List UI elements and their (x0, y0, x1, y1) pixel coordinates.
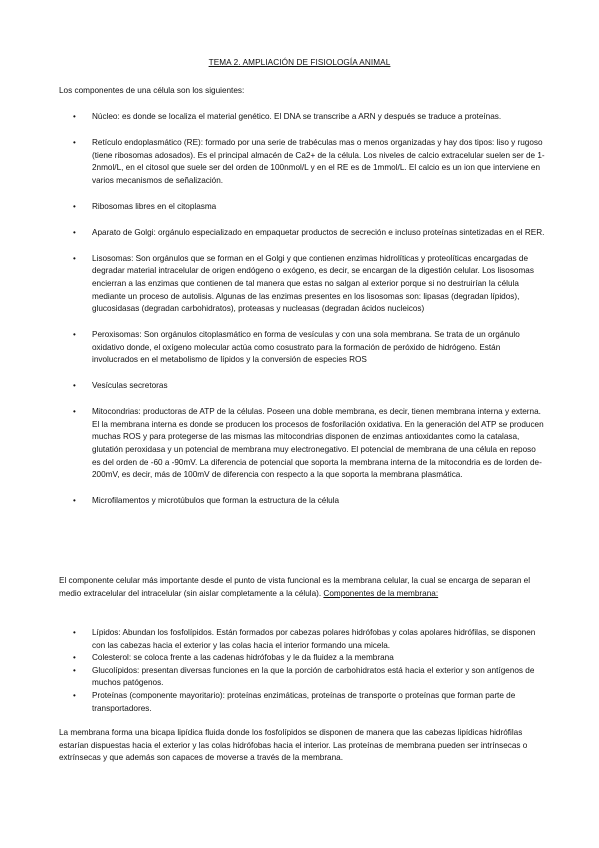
bullet-icon: • (73, 653, 76, 663)
list-item (59, 495, 545, 508)
list-item-text: Proteínas (componente mayoritario): proteínas enzimáticas, proteínas de transporte o proteínas que forman parte de transportadores. (92, 690, 516, 713)
bullet-icon: • (73, 227, 76, 237)
bullet-icon: • (73, 628, 76, 637)
bullet-icon: • (73, 253, 76, 263)
list-item-text: Lípidos: Abundan los fosfolípidos. Están formados por cabezas polares hidrófobas y colas apolares hidrófilas, se disponen con las cabezas hacia el exterior y las colas hacia el interior formando una micela. (92, 628, 536, 650)
list-item (59, 380, 545, 393)
list-item-text: Vesículas secretoras (92, 381, 168, 391)
list-item (59, 690, 545, 715)
list-item-text: Núcleo: es donde se localiza el material genético. El DNA se transcribe a ARN y después se traduce a proteínas. (92, 112, 502, 121)
bullet-icon: • (73, 112, 76, 121)
list-item-text: Colesterol: se coloca frente a las cadenas hidrófobas y le da fluidez a la membrana (92, 653, 394, 663)
intro-text: Los componentes de una célula son los siguientes: (59, 86, 245, 95)
membrane-components-list (59, 627, 545, 715)
list-item (59, 406, 545, 482)
bullet-icon: • (73, 330, 76, 340)
list-item (59, 627, 545, 652)
list-item-text: Mitocondrias: productoras de ATP de la células. Poseen una doble membrana, es decir, tienen membrana interna y externa. El la membrana interna es donde se producen los procesos de fosforilación oxidativa. En la generación del ATP se producen muchas ROS y para protegerse de las mismas las mitocondrias disponen de enzimas antioxidantes como la catalasa, glutatión peroxidasa y un potencial de membrana muy electronegativo. El potencial de membrana de una célula en reposo es del orden de -60 a -90mV. La diferencia de potencial que soporta la membrana interna de la mitocondria es de lorden de-200mV, es decir, más de 100mV de diferencia con respecto a la que soporta la membrana plasmática. (92, 407, 544, 480)
bullet-icon: • (73, 496, 76, 506)
list-item (59, 665, 545, 690)
list-item-text: Ribosomas libres en el citoplasma (92, 201, 217, 211)
bullet-icon: • (73, 137, 76, 147)
membrane-heading: Componentes de la membrana: (323, 588, 439, 598)
list-item (59, 227, 545, 240)
list-item (59, 652, 545, 665)
bullet-icon: • (73, 690, 76, 700)
closing-paragraph: La membrana forma una bicapa lipídica fluida donde los fosfolípidos se disponen de manera que las cabezas lipídicas hidrófilas estarían dispuestas hacia el exterior y las colas hidrófobas hacia el interior. Las proteínas de membrana pueden ser intrínsecas o extrínsecas y que además son capaces de moverse a través de la membrana. (59, 728, 528, 763)
list-item-text: Microfilamentos y microtúbulos que forman la estructura de la célula (92, 496, 340, 506)
list-item (59, 253, 545, 316)
list-item-text: Aparato de Golgi: orgánulo especializado en empaquetar productos de secreción e incluso proteínas sintetizadas en el RER. (92, 227, 545, 237)
list-item-text: Retículo endoplasmático (RE): formado por una serie de trabéculas mas o menos organizadas y hay dos tipos: liso y rugoso (tiene ribosomas adosados). Es el principal almacén de Ca2+ de la célula. Los niveles de calcio extracelular suelen ser de 1-2nmol/L, en el citosol que suele ser del orden de 100nmol/L y en el RE es de 1mmol/L. El calcio es un ion que interviene en varios mecanismos de señalización. (92, 137, 545, 185)
list-item-text: Lisosomas: Son orgánulos que se forman en el Golgi y que contienen enzimas hidrolíticas y proteolíticas encargadas de degradar material intracelular de origen endógeno o exógeno, es decir, se encargan de la digestión celular. Los lisosomas encierran a las enzimas que contienen de tal manera que estas no salgan al exterior porque si no destruirían la célula mediante un proceso de autolisis. Algunas de las enzimas presentes en los lisosomas son: lipasas (degradan lípidos), glucosidasas (degradan carbohidratos), proteasas y nucleasas (degradan ácidos nucleicos) (92, 253, 534, 314)
list-item (59, 111, 545, 124)
bullet-icon: • (73, 201, 76, 211)
bullet-icon: • (73, 381, 76, 391)
list-item-text: Glucolípidos: presentan diversas funciones en la que la porción de carbohidratos está hacia el exterior y son antígenos de muchos patógenos. (92, 665, 535, 688)
bullet-icon: • (73, 407, 76, 417)
membrane-intro-text: El componente celular más importante desde el punto de vista funcional es la membrana celular, la cual se encarga de separan el medio extracelular del intracelular (sin aislar completamente a la célula). (59, 576, 531, 598)
bullet-icon: • (73, 665, 76, 675)
cell-components-list (59, 111, 545, 521)
membrane-paragraph (59, 575, 545, 600)
list-item-text: Peroxisomas: Son orgánulos citoplasmático en forma de vesículas y con una sola membrana. Se trata de un orgánulo oxidativo donde, el oxígeno molecular actúa como cosustrato para la formación de peróxido de hidrógeno. Están involucrados en el metabolismo de lípidos y la conversión de especies ROS (92, 330, 520, 365)
list-item (59, 201, 545, 214)
document-title: TEMA 2. AMPLIACIÓN DE FISIOLOGÍA ANIMAL (208, 58, 391, 67)
list-item (59, 137, 545, 187)
list-item (59, 329, 545, 367)
